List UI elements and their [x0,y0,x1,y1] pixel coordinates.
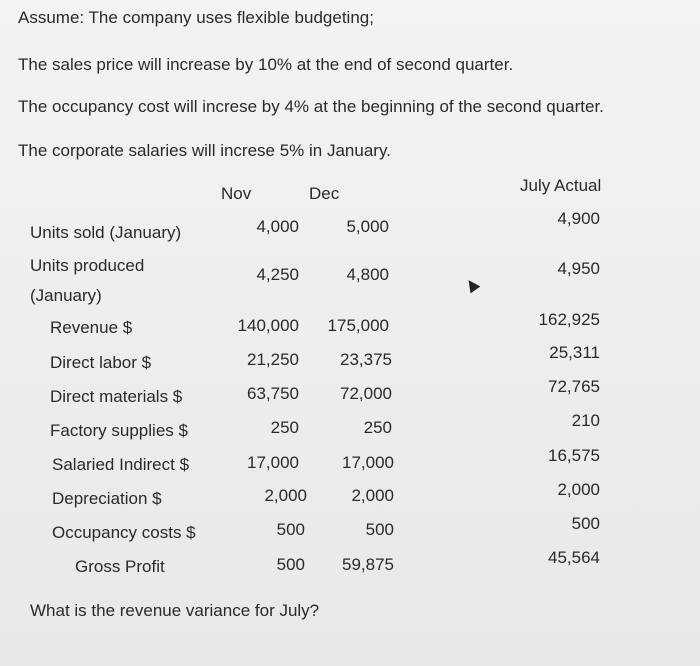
cell-dec-units-sold: 5,000 [346,217,389,236]
statement-corporate-salaries: The corporate salaries will increse 5% in January. [18,141,391,160]
cell-july-salaried-indirect: 16,575 [548,446,600,465]
cell-dec-direct-materials: 72,000 [340,384,392,403]
cell-dec-salaried-indirect: 17,000 [342,453,394,472]
row-label-salaried-indirect: Salaried Indirect $ [52,455,190,474]
cell-dec-direct-labor: 23,375 [340,350,392,369]
cell-july-depreciation: 2,000 [557,480,600,499]
cell-nov-revenue: 140,000 [237,316,299,335]
cell-dec-gross-profit: 59,875 [342,555,394,574]
cell-nov-units-produced: 4,250 [256,265,299,284]
cell-july-direct-materials: 72,765 [548,377,600,396]
question-text: What is the revenue variance for July? [30,601,320,620]
cell-july-revenue: 162,925 [538,310,600,329]
cell-nov-units-sold: 4,000 [256,217,299,236]
cell-nov-factory-supplies: 250 [270,418,299,437]
mouse-cursor-icon [464,277,481,294]
row-label-direct-materials: Direct materials $ [50,387,183,406]
cell-july-direct-labor: 25,311 [549,343,600,362]
row-label-units-produced-sub: (January) [30,286,102,305]
cell-july-gross-profit: 45,564 [548,548,600,567]
row-label-gross-profit: Gross Profit [75,557,165,576]
cell-dec-occupancy-costs: 500 [365,520,394,539]
cell-nov-direct-materials: 63,750 [247,384,299,403]
cell-dec-revenue: 175,000 [327,316,389,335]
header-dec: Dec [309,184,340,203]
cell-nov-depreciation: 2,000 [264,486,307,505]
row-label-occupancy-costs: Occupancy costs $ [52,523,196,542]
statement-flexible-budgeting: Assume: The company uses flexible budgeting; [18,8,374,27]
statement-sales-price: The sales price will increase by 10% at the end of second quarter. [18,55,514,74]
row-label-units-produced: Units produced [30,256,145,275]
row-label-factory-supplies: Factory supplies $ [50,421,188,440]
row-label-units-sold: Units sold (January) [30,223,182,242]
cell-july-units-produced: 4,950 [557,259,600,278]
statement-occupancy-cost: The occupancy cost will increse by 4% at the beginning of the second quarter. [18,97,604,116]
row-label-depreciation: Depreciation $ [52,489,162,508]
row-label-revenue: Revenue $ [50,318,133,337]
cell-nov-gross-profit: 500 [276,555,305,574]
cell-dec-units-produced: 4,800 [346,265,389,284]
cell-july-units-sold: 4,900 [557,209,600,228]
cell-july-occupancy-costs: 500 [571,514,600,533]
header-nov: Nov [221,184,252,203]
cell-nov-occupancy-costs: 500 [276,520,305,539]
header-july-actual: July Actual [520,176,602,195]
cell-july-factory-supplies: 210 [571,411,600,430]
cell-dec-factory-supplies: 250 [363,418,392,437]
cell-nov-direct-labor: 21,250 [247,350,299,369]
row-label-direct-labor: Direct labor $ [50,353,152,372]
cell-dec-depreciation: 2,000 [351,486,394,505]
cell-nov-salaried-indirect: 17,000 [247,453,299,472]
